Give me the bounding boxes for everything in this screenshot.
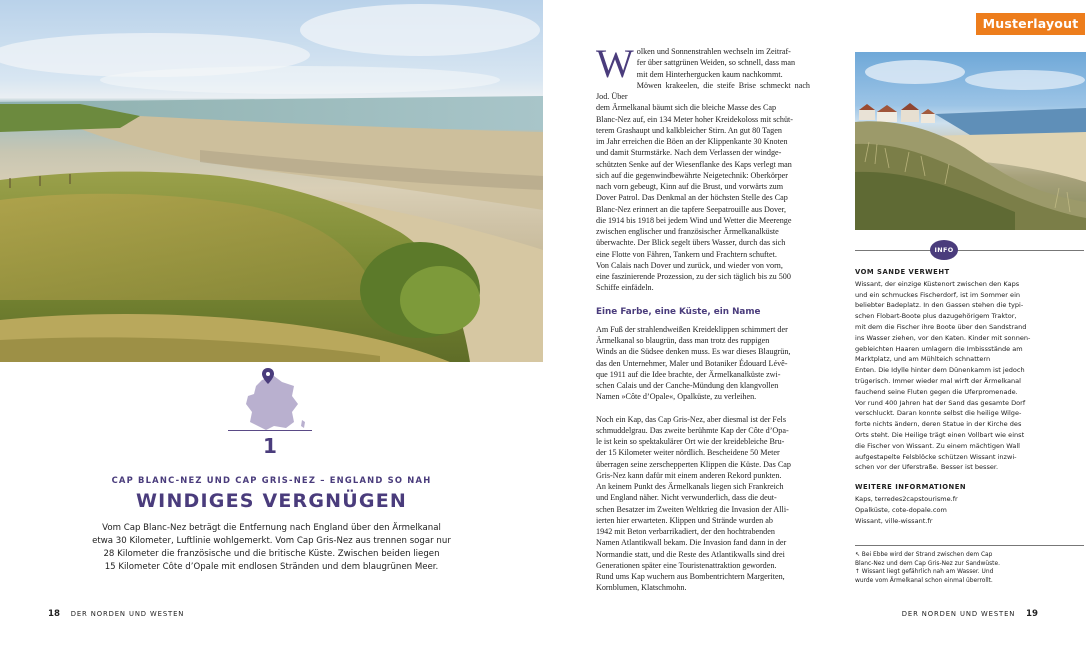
body-line: die 1914 bis 1918 bei jedem Wind und Wetter die Meerenge <box>596 215 792 225</box>
intro-line: 28 Kilometer die französische und die britische Küste. Zwischen beiden liegen <box>103 549 440 559</box>
body-line: das den Unternehmer, Maler und Botaniker Édouard Lévê- <box>596 358 788 368</box>
body-line: überragen seine zerschepperten Klippen die Küste. Das Cap <box>596 459 791 469</box>
body-line: und England näher. Nicht verwunderlich, dass die deut- <box>596 493 777 503</box>
info-line: forte nichts ändern, deren Statue in der Kirche des <box>855 420 1022 429</box>
info-line: Wissant, der einzige Küstenort zwischen den Kaps <box>855 279 1020 288</box>
body-line: le ist kein so spektakulärer Ort wie der kreidebleiche Bru- <box>596 437 785 446</box>
caption-divider <box>855 545 1084 546</box>
hero-photo <box>0 0 543 362</box>
info-divider <box>855 250 1084 251</box>
village-beach-image <box>855 52 1086 230</box>
info-line: mit dem die Fischer ihre Boote über den Sandstrand <box>855 322 1027 331</box>
caption-line: wurde vom Ärmelkanal schon einmal überrollt. <box>855 577 993 584</box>
body-line: schen Calais und der Canche-Mündung den klangvollen <box>596 381 779 390</box>
body-line: im Jahr erreichen die Böen an der Klippenkante 30 Knoten <box>596 137 788 146</box>
body-line: nach vorn gebeugt, Kinn auf die Brust, und vorwärts zum <box>596 182 784 191</box>
body-line: und damit Sturmstärke. Nach dem Verlassen der windge- <box>596 148 782 158</box>
intro-line: etwa 30 Kilometer, Luftlinie wohlgemerkt. Vom Cap Gris-Nez aus trennen sogar nur <box>92 536 451 546</box>
body-line: ierten hier erwarteten. Klippen und Strände wurden ab <box>596 515 773 525</box>
right-page-number: 19 <box>1026 609 1038 619</box>
body-line: Schiffe einfädeln. <box>596 283 654 293</box>
info-line: die Fischer von Wissant. Zu einem mächtigen Wall <box>855 441 1020 450</box>
right-page <box>543 0 1086 648</box>
body-line: Noch ein Kap, das Cap Gris-Nez, aber diesmal ist der Fels <box>596 414 786 424</box>
article-subheading: Eine Farbe, eine Küste, ein Name <box>596 306 761 317</box>
body-line: Möwen krakeelen, die steife Brise schmeckt nach Jod. Über <box>596 80 810 101</box>
right-folio <box>902 609 1038 619</box>
more-info-list <box>855 494 1083 526</box>
dropcap: W <box>596 41 634 86</box>
left-section-label: DER NORDEN UND WESTEN <box>70 610 185 618</box>
body-line: terem Grashaupt und kalkbleicher Stirn. An gut 80 Tagen <box>596 125 782 135</box>
info-line: und ein schmuckes Fischerdorf, ist im Sommer ein <box>855 290 1021 299</box>
info-line: Orts steht. Die Heilige trägt einen Vollbart wie einst <box>855 430 1025 439</box>
body-line: Von Calais nach Dover und zurück, und wieder von vorn, <box>596 260 783 270</box>
caption-line: Blanc-Nez und dem Cap Gris-Nez zur Sandwüste. <box>855 560 1000 567</box>
body-line: 1942 mit Beton verbarrikadiert, der den hochtrabenden <box>596 527 775 536</box>
body-line: schmuddelgrau. Das zweite berühmte Kap der Côte d’Opa- <box>596 425 789 435</box>
right-section-label: DER NORDEN UND WESTEN <box>901 610 1016 618</box>
info-line: gebleichten Haaren umlagern die Imbissstände am <box>855 344 1023 353</box>
body-line: dem Ärmelkanal bäumt sich die bleiche Masse des Cap <box>596 103 777 113</box>
body-line: schen Besatzer im Zweiten Weltkrieg die Invasion der Alli- <box>596 504 789 514</box>
coast-landscape-image <box>0 0 543 362</box>
caption-line: ↑ Wissant liegt gefährlich nah am Wasser. Und <box>855 569 994 576</box>
body-line: Namen »Côte d’Opale«, Opalküste, zu verleihen. <box>596 392 757 402</box>
body-line: sich auf die gegenwindbewährte Neigetechnik: Oberkörper <box>596 170 788 180</box>
map-divider <box>228 430 312 431</box>
info-line: trügerisch. Immer wieder mal wirft der Ärmelkanal <box>855 376 1021 385</box>
layout-badge: Musterlayout <box>976 13 1085 35</box>
info-line: verschluckt. Daran konnte selbst die heilige Wilge- <box>855 409 1022 418</box>
body-line: Ärmelkanal so blaugrün, dass man trotz des ruppigen <box>596 336 770 345</box>
more-info-item: Wissant, ville-wissant.fr <box>855 516 933 525</box>
info-line: Vor rund 400 Jahren hat der Sand das gesamte Dorf <box>855 398 1026 407</box>
body-line: mit dem Hinterhergucken kaum nachkommt. <box>636 69 783 79</box>
body-line: fer über sattgrünen Weiden, so schnell, dass man <box>636 58 796 68</box>
body-line: zwischen englischer und französischer Ärmelkanalküste <box>596 227 779 236</box>
body-line: Gris-Nez kann dafür mit einem anderen Rekord punkten. <box>596 470 782 480</box>
body-line: Rund ums Kap wuchern aus Bombentrichtern Margeriten, <box>596 572 785 581</box>
left-page-number: 18 <box>48 609 60 619</box>
body-line: Am Fuß der strahlendweißen Kreideklippen schimmert der <box>596 324 788 334</box>
info-badge: INFO <box>930 240 958 260</box>
body-line: der 15 Kilometer weiter nördlich. Bescheidene 50 Meter <box>596 448 780 458</box>
body-line: An keinem Punkt des Ärmelkanals liegen sich Frankreich <box>596 482 784 491</box>
body-line: Blanc-Nez erinnert an die tapfere Seepatrouille aus Dover, <box>596 204 787 214</box>
body-line: Blanc-Nez auf, ein 134 Meter hoher Kreidekoloss mit schüt- <box>596 114 793 124</box>
info-box <box>855 267 1083 526</box>
info-text <box>855 279 1083 473</box>
chapter-number: 1 <box>263 434 277 458</box>
body-line: Generationen später eine Touristenattraktion geworden. <box>596 560 777 570</box>
body-line: schützten Senke auf der Wiesenflanke des Kaps verlegt man <box>596 159 792 169</box>
info-line: fauchend seine Fluten gegen die Uferpromenade. <box>855 387 1018 396</box>
body-line: Normandie statt, und die Reste des Atlantikwalls sind drei <box>596 549 785 559</box>
more-info-item: Opalküste, cote-dopale.com <box>855 505 947 514</box>
article-body <box>596 41 810 594</box>
body-line: olken und Sonnenstrahlen wechseln im Zeitraf- <box>636 47 791 56</box>
body-line: que 1911 auf die Idee brachte, der Ärmelkanalküste zwi- <box>596 369 781 379</box>
intro-line: 15 Kilometer Côte d’Opale mit endlosen Stränden und dem blaugrünen Meer. <box>104 562 439 572</box>
body-line: eine faszinierende Prozession, zu der sich täglich bis zu 500 <box>596 272 791 281</box>
body-line: Kornblumen, Klatschmohn. <box>596 583 687 593</box>
info-line: schen Flobart-Boote plus dazugehörigem Traktor, <box>855 312 1017 321</box>
info-line: beliebter Badeplatz. In den Gassen stehen die typi- <box>855 301 1024 310</box>
intro-line: Vom Cap Blanc-Nez beträgt die Entfernung nach England über den Ärmelkanal <box>102 523 441 533</box>
chapter-headline: WINDIGES VERGNÜGEN <box>136 490 407 512</box>
paragraph-3 <box>596 414 810 594</box>
chapter-kicker: CAP BLANC-NEZ UND CAP GRIS-NEZ – ENGLAND SO NAH <box>111 475 432 485</box>
paragraph-2 <box>596 324 810 403</box>
more-info-heading: WEITERE INFORMATIONEN <box>855 483 967 492</box>
photo-caption <box>855 551 1083 585</box>
body-line: Dover Patrol. Das Denkmal an der höchsten Stelle des Cap <box>596 193 788 203</box>
body-line: Namen Atlantikwall bekam. Die Invasion fand dann in der <box>596 538 787 548</box>
info-heading: VOM SANDE VERWEHT <box>855 268 950 276</box>
info-line: Marktplatz, und am Mühlteich schnattern <box>855 355 991 364</box>
info-line: aufgestapelte Felsblöcke schützen Wissant inzwi- <box>855 452 1017 461</box>
caption-line: ↖ Bei Ebbe wird der Strand zwischen dem Cap <box>855 552 993 558</box>
info-line: ins Wasser ziehen, vor den Katen. Kinder mit sonnen- <box>855 333 1031 342</box>
chapter-intro <box>80 522 463 574</box>
info-line: schen vor der Uferstraße. Besser ist besser. <box>855 463 999 472</box>
more-info-item: Kaps, terredes2capstourisme.fr <box>855 494 958 503</box>
left-folio <box>48 609 184 619</box>
body-line: Winds an die Südsee denken muss. Es war dieses Blaugrün, <box>596 347 791 357</box>
wissant-photo <box>855 52 1086 230</box>
body-line: eine Flotte von Fähren, Tankern und Frachtern schuftet. <box>596 249 777 259</box>
info-line: Enten. Die Idylle hinter dem Dünenkamm ist jedoch <box>855 366 1025 375</box>
body-line: überwachte. Der Blick segelt übers Wasser, durch das sich <box>596 238 786 248</box>
